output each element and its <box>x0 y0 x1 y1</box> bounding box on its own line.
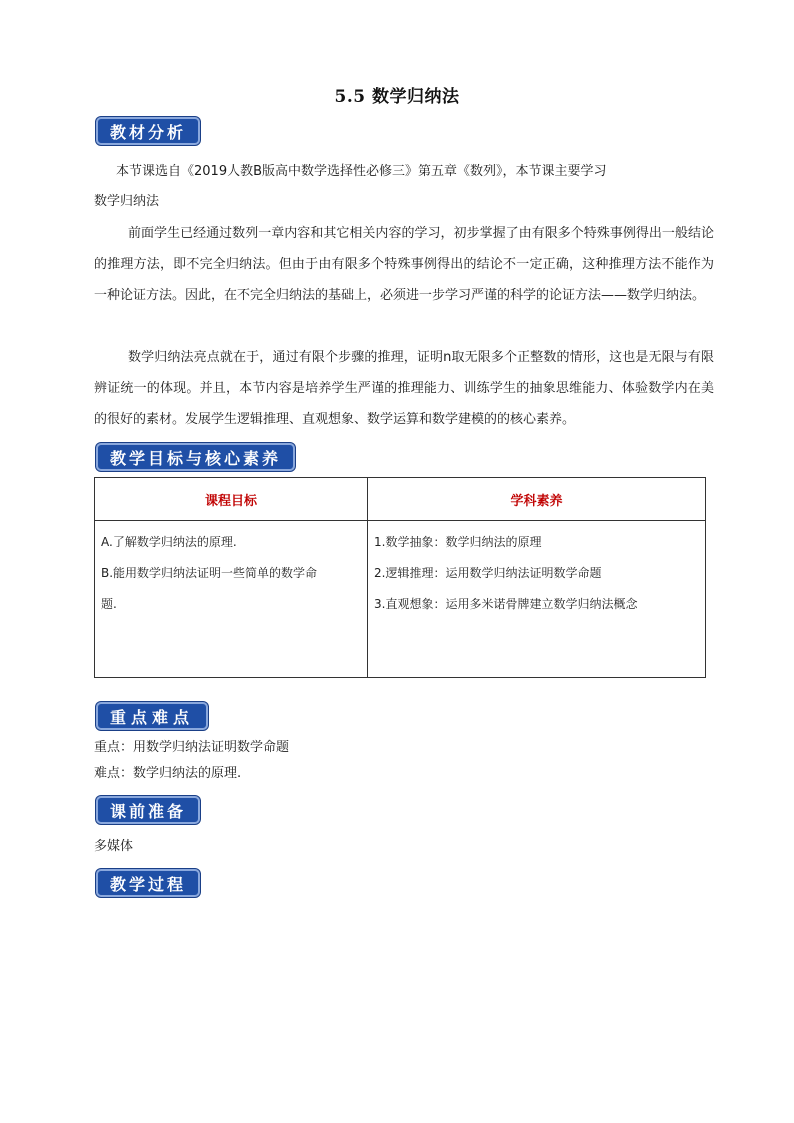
literacy-item-2: 2.逻辑推理：运用数学归纳法证明数学命题 <box>374 566 602 580</box>
section-badge-key-points: 重点难点 <box>96 702 208 730</box>
goals-table-header-row <box>95 478 706 521</box>
course-goal-a: A.了解数学归纳法的原理. <box>101 535 237 549</box>
analysis-paragraph-2: 数学归纳法亮点就在于，通过有限个步骤的推理，证明n取无限多个正整数的情形，这也是无限与有限辨证统一的体现。并且，本节内容是培养学生严谨的推理能力、训练学生的抽象思维能力、体验数学内在美的很好的素材。发展学生逻辑推理、直观想象、数学运算和数学建模的的核心素养。 <box>94 350 714 427</box>
section-badge-process: 教学过程 <box>96 869 200 897</box>
literacy-cell <box>368 521 706 678</box>
page-title: 5.5 数学归纳法 <box>334 87 460 107</box>
difficulty-text: 难点：数学归纳法的原理. <box>94 766 242 781</box>
course-goal-b-cont: 题. <box>101 597 117 611</box>
header-course-goals: 课程目标 <box>95 478 368 521</box>
literacy-item-1: 1.数学抽象：数学归纳法的原理 <box>374 535 542 549</box>
course-goals-cell <box>95 521 368 678</box>
analysis-paragraph-1: 前面学生已经通过数列一章内容和其它相关内容的学习，初步掌握了由有限多个特殊事例得出一般结论的推理方法，即不完全归纳法。但由于由有限多个特殊事例得出的结论不一定正确，这种推理方法不能作为一种论证方法。因此，在不完全归纳法的基础上，必须进一步学习严谨的科学的论证方法——数学归纳法。 <box>94 226 714 303</box>
section-badge-analysis: 教材分析 <box>96 117 200 145</box>
section-badge-goals: 教学目标与核心素养 <box>96 443 295 471</box>
analysis-intro-line1: 本节课选自《2019人教B版高中数学选择性必修三》第五章《数列》，本节课主要学习 <box>116 164 607 179</box>
goals-table <box>94 477 706 678</box>
analysis-intro-line2: 数学归纳法 <box>94 194 160 209</box>
goals-table-row <box>95 521 706 678</box>
section-badge-preparation: 课前准备 <box>96 796 200 824</box>
preparation-content: 多媒体 <box>94 839 134 854</box>
course-goal-b: B.能用数学归纳法证明一些简单的数学命 <box>101 566 318 580</box>
literacy-item-3: 3.直观想象：运用多米诺骨牌建立数学归纳法概念 <box>374 597 638 611</box>
header-literacy: 学科素养 <box>368 478 706 521</box>
key-point-text: 重点：用数学归纳法证明数学命题 <box>94 740 290 755</box>
